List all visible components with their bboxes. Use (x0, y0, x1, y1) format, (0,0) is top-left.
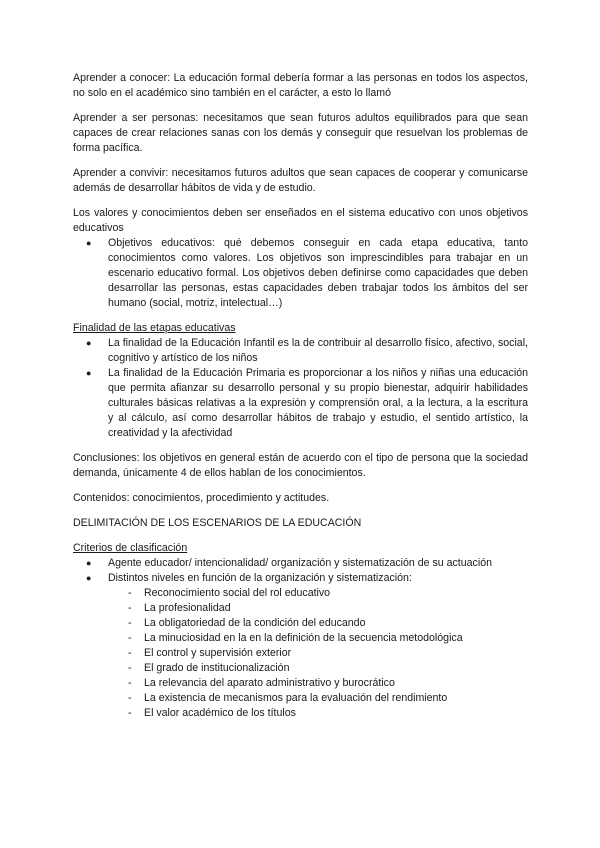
bullet-icon: ● (86, 368, 92, 378)
section-title-delimitacion: DELIMITACIÓN DE LOS ESCENARIOS DE LA EDUCACIÓN (73, 517, 362, 529)
dash-icon: - (128, 617, 132, 629)
sublist-item-text: La existencia de mecanismos para la evaluación del rendimiento (144, 692, 448, 704)
list-item (73, 236, 528, 311)
sublist-item-text: Reconocimiento social del rol educativo (144, 587, 331, 599)
sublist-item (73, 631, 528, 646)
dash-icon: - (128, 662, 132, 674)
list-item-text: Distintos niveles en función de la organización y sistematización: (108, 572, 412, 584)
paragraph-valores-conocimientos: Los valores y conocimientos deben ser enseñados en el sistema educativo con unos objetivos educativos (73, 207, 528, 234)
dash-icon: - (128, 647, 132, 659)
dash-icon: - (128, 692, 132, 704)
sublist-item-text: La obligatoriedad de la condición del educando (144, 617, 366, 629)
list-item-text: Agente educador/ intencionalidad/ organización y sistematización de su actuación (108, 557, 492, 569)
sublist-item-text: La relevancia del aparato administrativo y burocrático (144, 677, 395, 689)
dash-icon: - (128, 677, 132, 689)
paragraph-aprender-a-conocer: Aprender a conocer: La educación formal debería formar a las personas en todos los aspectos, no solo en el académico sino también en el carácter, a esto lo llamó (73, 72, 528, 99)
section-heading-finalidad: Finalidad de las etapas educativas (73, 322, 236, 334)
list-item (73, 366, 528, 441)
dash-icon: - (128, 707, 132, 719)
sublist-item (73, 616, 528, 631)
dash-icon: - (128, 587, 132, 599)
sublist-item-text: El grado de institucionalización (144, 662, 290, 674)
bullet-icon: ● (86, 558, 92, 568)
list-item (73, 556, 528, 571)
sublist-item-text: El control y supervisión exterior (144, 647, 292, 659)
list-item (73, 571, 528, 586)
sublist-item-text: La profesionalidad (144, 602, 231, 614)
sublist-item (73, 646, 528, 661)
paragraph-aprender-a-ser-personas: Aprender a ser personas: necesitamos que sean futuros adultos equilibrados para que sean capaces de crear relaciones sanas con los demás y conseguir que resuelvan los problemas de forma pacífica. (73, 112, 528, 154)
dash-icon: - (128, 602, 132, 614)
bullet-icon: ● (86, 338, 92, 348)
finalidad-list (73, 336, 528, 441)
list-item-text: La finalidad de la Educación Primaria es proporcionar a los niños y niñas una educación que permita afianzar su desarrollo personal y su propio bienestar, adquirir habilidades culturales básicas relativas a la expresión y comprensión oral, a la lectura, a la escritura y al cálculo, así como desarrollar hábitos de trabajo y estudio, el sentido artístico, la creatividad y la afectividad (108, 367, 528, 439)
paragraph-conclusiones: Conclusiones: los objetivos en general están de acuerdo con el tipo de persona que la sociedad demanda, únicamente 4 de ellos hablan de los conocimientos. (73, 452, 528, 479)
sublist-item (73, 586, 528, 601)
list-item-text: La finalidad de la Educación Infantil es la de contribuir al desarrollo físico, afectivo, social, cognitivo y artístico de los niños (108, 337, 528, 364)
list-item (73, 336, 528, 366)
sublist-item-text: El valor académico de los títulos (144, 707, 296, 719)
sublist-item (73, 601, 528, 616)
sublist-item (73, 691, 528, 706)
criterios-list (73, 556, 528, 586)
dash-icon: - (128, 632, 132, 644)
section-heading-criterios: Criterios de clasificación (73, 542, 188, 554)
bullet-icon: ● (86, 573, 92, 583)
bullet-icon: ● (86, 238, 92, 248)
paragraph-contenidos: Contenidos: conocimientos, procedimiento y actitudes. (73, 492, 330, 504)
sublist-item (73, 661, 528, 676)
sublist-item (73, 676, 528, 691)
sublist-item (73, 706, 528, 721)
list-item-text: Objetivos educativos: qué debemos conseguir en cada etapa educativa, tanto conocimientos como valores. Los objetivos son imprescindibles para trabajar en un escenario educativo formal. Los objetivos deben definirse como capacidades que deben desarrollar las personas, estas capacidades deben trabajar todos los ámbitos del ser humano (social, motriz, intelectual…) (108, 237, 528, 309)
criterios-sublist (73, 586, 528, 721)
document-page (73, 71, 528, 721)
paragraph-aprender-a-convivir: Aprender a convivir: necesitamos futuros adultos que sean capaces de cooperar y comunicarse además de desarrollar hábitos de vida y de estudio. (73, 167, 528, 194)
objetivos-list (73, 236, 528, 311)
sublist-item-text: La minuciosidad en la en la definición de la secuencia metodológica (144, 632, 463, 644)
